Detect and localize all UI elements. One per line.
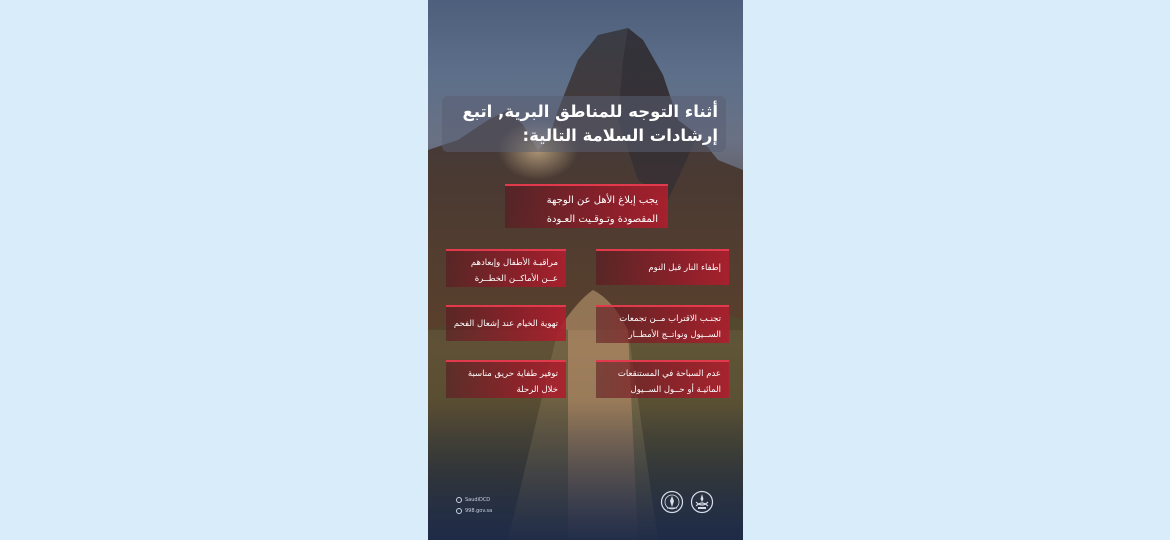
footer-links xyxy=(456,494,492,516)
footer-account: SaudiDCD xyxy=(465,496,491,503)
card-fire-extinguisher-line2: خلال الرحلة xyxy=(516,385,558,395)
saudi-emblem-icon xyxy=(690,490,714,514)
card-avoid-floods-line2: الســيول ونواتــج الأمطــار xyxy=(628,330,721,340)
card-inform-family-line2: المقصودة وتـوقـيت العـودة xyxy=(546,214,658,225)
card-extinguish-fire-line1: إطفاء النار قبل النوم xyxy=(648,263,721,273)
title-line-2: إرشادات السلامة التالية: xyxy=(522,126,718,145)
card-ventilate-tents-line1: تهوية الخيام عند إشعال الفحم xyxy=(453,319,558,329)
footer-social[interactable] xyxy=(456,494,492,505)
card-no-swimming xyxy=(596,360,729,398)
card-inform-family xyxy=(505,184,668,228)
card-ventilate-tents xyxy=(446,305,566,341)
card-no-swimming-line2: المائيـة أو حــول الســيول xyxy=(630,385,721,395)
card-no-swimming-line1: عدم السباحة في المستنقعات xyxy=(617,369,721,379)
social-icon xyxy=(456,497,462,503)
web-icon xyxy=(456,508,462,514)
card-monitor-children-line2: عــن الأماكــن الخطــرة xyxy=(474,274,558,284)
card-monitor-children-line1: مراقبـة الأطفال وإبعادهم xyxy=(470,258,558,268)
card-extinguish-fire xyxy=(596,249,729,285)
card-monitor-children xyxy=(446,249,566,287)
card-avoid-floods-line1: تجنـب الاقتراب مــن تجمعات xyxy=(619,314,721,324)
card-inform-family-line1: يجب إبلاغ الأهل عن الوجهة xyxy=(546,195,658,206)
footer-website-text: 998.gov.sa xyxy=(465,507,493,514)
safety-poster xyxy=(428,0,743,540)
card-fire-extinguisher xyxy=(446,360,566,398)
card-avoid-floods xyxy=(596,305,729,343)
civil-defense-emblem-icon xyxy=(660,490,684,514)
footer-website[interactable] xyxy=(456,505,492,516)
card-fire-extinguisher-line1: توفير طفاية حريق مناسبة xyxy=(467,369,558,379)
title-line-1: أثناء التوجه للمناطق البرية, اتبع xyxy=(462,102,718,121)
poster-title xyxy=(442,96,726,152)
